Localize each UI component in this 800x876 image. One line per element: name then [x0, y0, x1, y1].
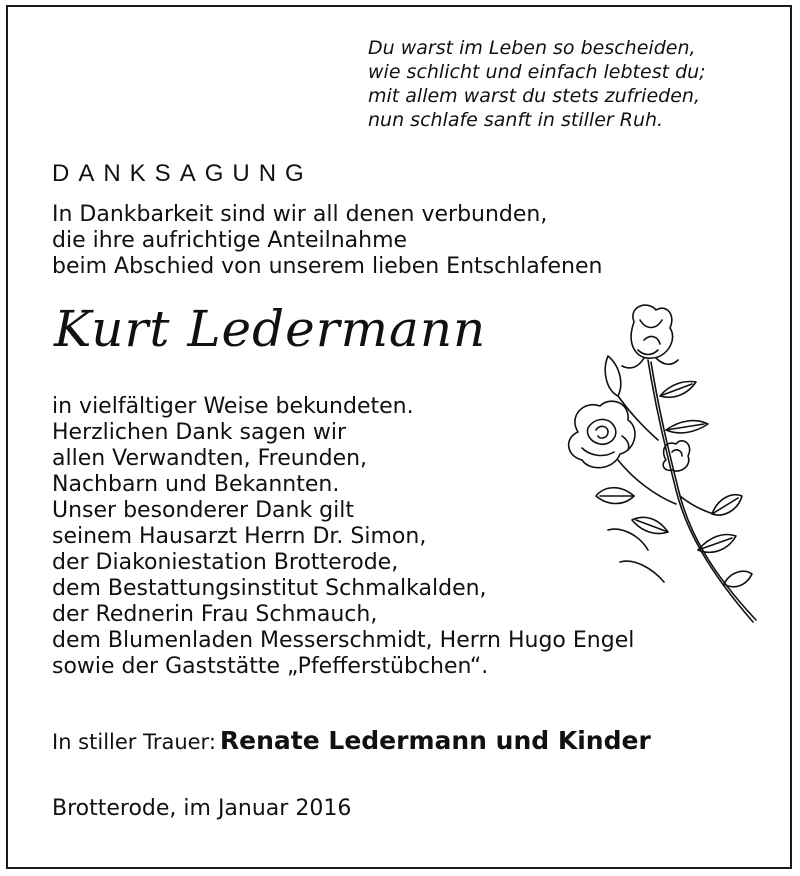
body-line: in vielfältiger Weise bekundeten. — [52, 394, 414, 419]
poem-line: Du warst im Leben so bescheiden, — [368, 37, 696, 59]
intro-line: die ihre aufrichtige Anteilnahme — [52, 228, 408, 253]
body-line: dem Bestattungsinstitut Schmalkalden, — [52, 576, 487, 601]
body-line: der Diakoniestation Brotterode, — [52, 550, 399, 575]
body-line: sowie der Gaststätte „Pfefferstübchen“. — [52, 654, 489, 679]
deceased-name: Kurt Ledermann — [54, 300, 487, 358]
body-line: Unser besonderer Dank gilt — [52, 498, 354, 523]
mourning-line — [52, 726, 651, 755]
poem-line: wie schlicht und einfach lebtest du; — [368, 61, 706, 83]
body-line: seinem Hausarzt Herrn Dr. Simon, — [52, 524, 427, 549]
poem-line: nun schlafe sanft in stiller Ruh. — [368, 109, 664, 131]
mourning-names: Renate Ledermann und Kinder — [219, 726, 651, 755]
intro-line: In Dankbarkeit sind wir all denen verbunden, — [52, 202, 548, 227]
heading-danksagung: DANKSAGUNG — [52, 160, 313, 187]
intro-text — [52, 202, 602, 280]
place-date: Brotterode, im Januar 2016 — [52, 796, 352, 821]
body-line: dem Blumenladen Messerschmidt, Herrn Hugo Engel — [52, 628, 635, 653]
body-line: Nachbarn und Bekannten. — [52, 472, 340, 497]
poem — [368, 36, 768, 132]
body-line: Herzlichen Dank sagen wir — [52, 420, 347, 445]
body-line: der Rednerin Frau Schmauch, — [52, 602, 378, 627]
body-line: allen Verwandten, Freunden, — [52, 446, 368, 471]
body-text — [52, 394, 634, 680]
mourning-label: In stiller Trauer: — [52, 730, 216, 754]
intro-line: beim Abschied von unserem lieben Entschlafenen — [52, 254, 603, 279]
poem-line: mit allem warst du stets zufrieden, — [368, 85, 700, 107]
